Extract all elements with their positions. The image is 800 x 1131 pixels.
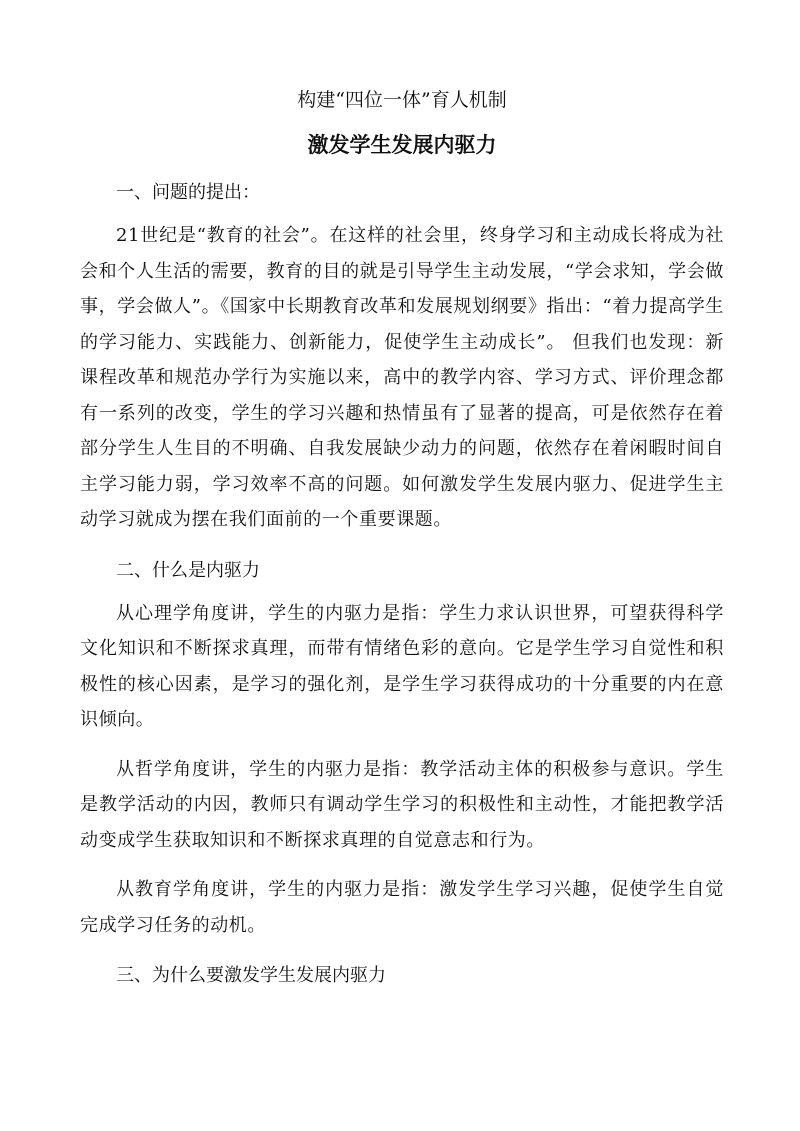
- section-definition: [80, 552, 724, 944]
- paragraph: 从教育学角度讲，学生的内驱力是指：激发学生学习兴趣，促使学生自觉完成学习任务的动机。: [80, 879, 724, 936]
- section-why: [80, 957, 724, 995]
- document-page: [80, 78, 724, 1001]
- paragraph: 从哲学角度讲，学生的内驱力是指：教学活动主体的积极参与意识。学生是教学活动的内因，教师只有调动学生学习的积极性和主动性，才能把教学活动变成学生获取知识和不断探求真理的自觉意志和行为。: [80, 758, 724, 851]
- document-subtitle: 激发学生发展内驱力: [307, 132, 497, 157]
- paragraph: 从心理学角度讲，学生的内驱力是指：学生力求认识世界，可望获得科学文化知识和不断探求真理，而带有情绪色彩的意向。它是学生学习自觉性和积极性的核心因素，是学习的强化剂，是学生学习获得成功的十分重要的内在意识倾向。: [80, 602, 724, 730]
- section-heading: 三、为什么要激发学生发展内驱力: [116, 965, 386, 986]
- section-heading: 二、什么是内驱力: [116, 559, 260, 581]
- document-title: 构建“四位一体”育人机制: [297, 89, 507, 111]
- section-problem: [80, 174, 724, 538]
- section-heading: 一、问题的提出：: [116, 182, 260, 203]
- paragraph: 21世纪是“教育的社会”。在这样的社会里，终身学习和主动成长将成为社会和个人生活的需要，教育的目的就是引导学生主动发展，“学会求知，学会做事，学会做人”。《国家中长期教育改革和发展规划纲要》指出：“着力提高学生的学习能力、实践能力、创新能力，促使学生主动成长”。 但我们也发现：新课程改革和规范办学行为实施以来，高中的教学内容、学习方式、评价理念都有一系列的改变，学生的学习兴趣和热情虽有了显著的提高，可是依然存在着部分学生人生目的不明确、自我发展缺少动力的问题，依然存在着闲暇时间自主学习能力弱，学习效率不高的问题。如何激发学生发展内驱力、促进学生主动学习就成为摆在我们面前的一个重要课题。: [80, 225, 724, 530]
